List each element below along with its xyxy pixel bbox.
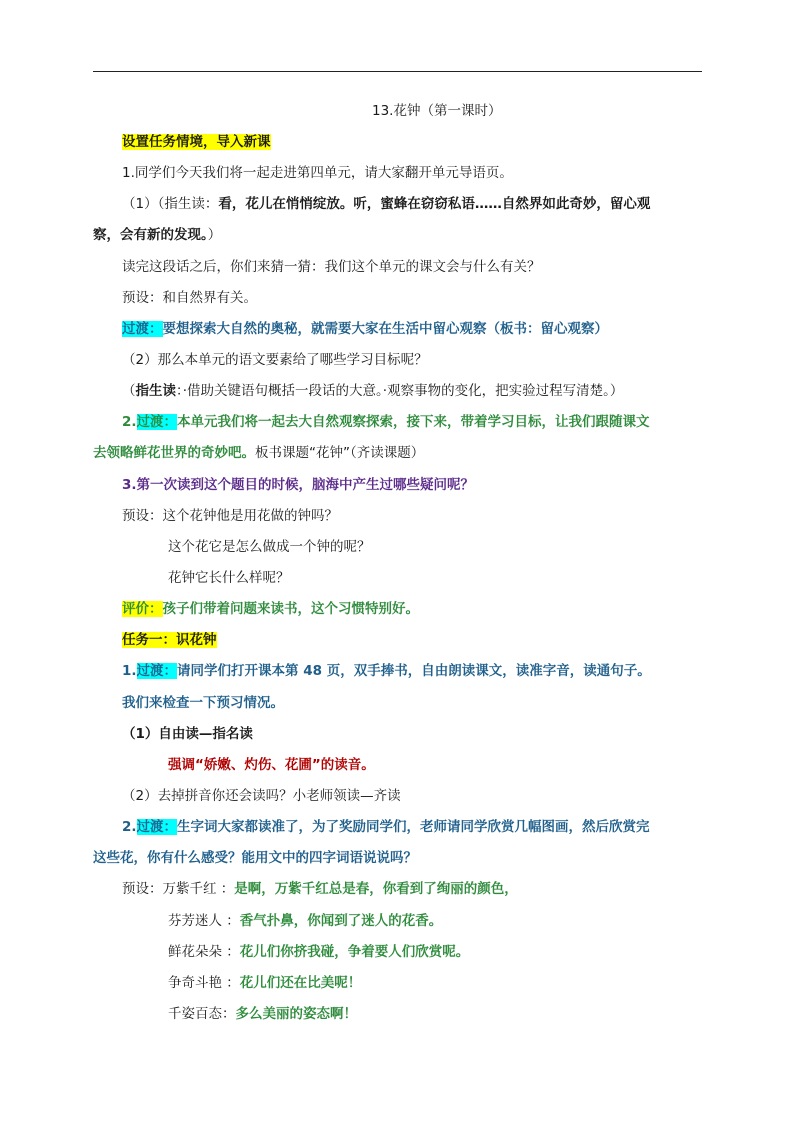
page-title: 13.花钟（第一课时） <box>372 103 502 119</box>
transition-label: 过渡： <box>136 663 178 679</box>
section-heading-1 <box>122 133 271 151</box>
paragraph-line: 强调“娇嫩、灼伤、花圃”的读音。 <box>168 757 375 773</box>
paragraph-line: 2.过渡：本单元我们将一起去大自然观察探索，接下来，带着学习目标，让我们跟随课文 <box>122 414 650 430</box>
paragraph-line: 预设：这个花钟他是用花做的钟吗？ <box>122 508 338 524</box>
paragraph-line: （指生读：·借助关键语句概括一段话的大意。·观察事物的变化，把实验过程写清楚。） <box>122 383 624 399</box>
paragraph-line: 1.同学们今天我们将一起走进第四单元，请大家翻开单元导语页。 <box>122 165 513 181</box>
task-heading: 任务一：识花钟 <box>122 632 217 648</box>
preset-line: 争奇斗艳 ：花儿们还在比美呢！ <box>168 975 362 991</box>
preset-line: 芬芳迷人 ：香气扑鼻，你闻到了迷人的花香。 <box>168 913 443 929</box>
paragraph-line: 3.第一次读到这个题目的时候，脑海中产生过哪些疑问呢？ <box>122 477 475 493</box>
paragraph-line: （2）去掉拼音你还会读吗？小老师领读—齐读 <box>122 788 401 804</box>
paragraph-line: （1）（指生读：看，花儿在悄悄绽放。听，蜜蜂在窃窃私语……自然界如此奇妙，留心观 <box>122 196 651 212</box>
evaluation-label: 评价： <box>122 601 163 617</box>
transition-label: 过渡： <box>122 321 163 337</box>
paragraph-line: 这些花，你有什么感受？能用文中的四字词语说说吗？ <box>93 850 417 866</box>
transition-label: 过渡： <box>136 414 178 430</box>
transition-label: 过渡： <box>136 819 178 835</box>
paragraph-line: （1）自由读—指名读 <box>122 726 253 742</box>
paragraph-line: （2）那么本单元的语文要素给了哪些学习目标呢？ <box>122 352 428 368</box>
paragraph-line: 这个花它是怎么做成一个钟的呢？ <box>168 539 371 555</box>
paragraph-line: 读完这段话之后，你们来猜一猜：我们这个单元的课文会与什么有关？ <box>122 259 541 275</box>
paragraph-line: 2.过渡：生字词大家都读准了，为了奖励同学们，老师请同学欣赏几幅图画，然后欣赏完 <box>122 819 650 835</box>
paragraph-line: 过渡：要想探索大自然的奥秘，就需要大家在生活中留心观察（板书：留心观察） <box>122 321 608 337</box>
section-heading-text: 设置任务情境，导入新课 <box>122 134 271 150</box>
preset-line: 千姿百态：多么美丽的姿态啊！ <box>168 1006 357 1022</box>
header-rule <box>93 71 702 72</box>
paragraph-line: 预设：和自然界有关。 <box>122 290 257 306</box>
paragraph-line: 评价：孩子们带着问题来读书，这个习惯特别好。 <box>122 601 419 617</box>
preset-line: 鲜花朵朵 ：花儿们你挤我碰，争着要人们欣赏呢。 <box>168 944 470 960</box>
paragraph-line: 我们来检查一下预习情况。 <box>122 695 284 711</box>
paragraph-line: 察，会有新的发现。） <box>93 227 222 243</box>
paragraph-line: 去领略鲜花世界的奇妙吧。板书课题“花钟”（齐读课题） <box>93 445 425 461</box>
preset-line: 预设：万紫千红 ：是啊，万紫千红总是春，你看到了绚丽的颜色， <box>122 881 518 897</box>
paragraph-line: 花钟它长什么样呢？ <box>168 570 290 586</box>
paragraph-line: 1.过渡：请同学们打开课本第 48 页，双手捧书，自由朗读课文，读准字音，读通句子。 <box>122 663 651 679</box>
